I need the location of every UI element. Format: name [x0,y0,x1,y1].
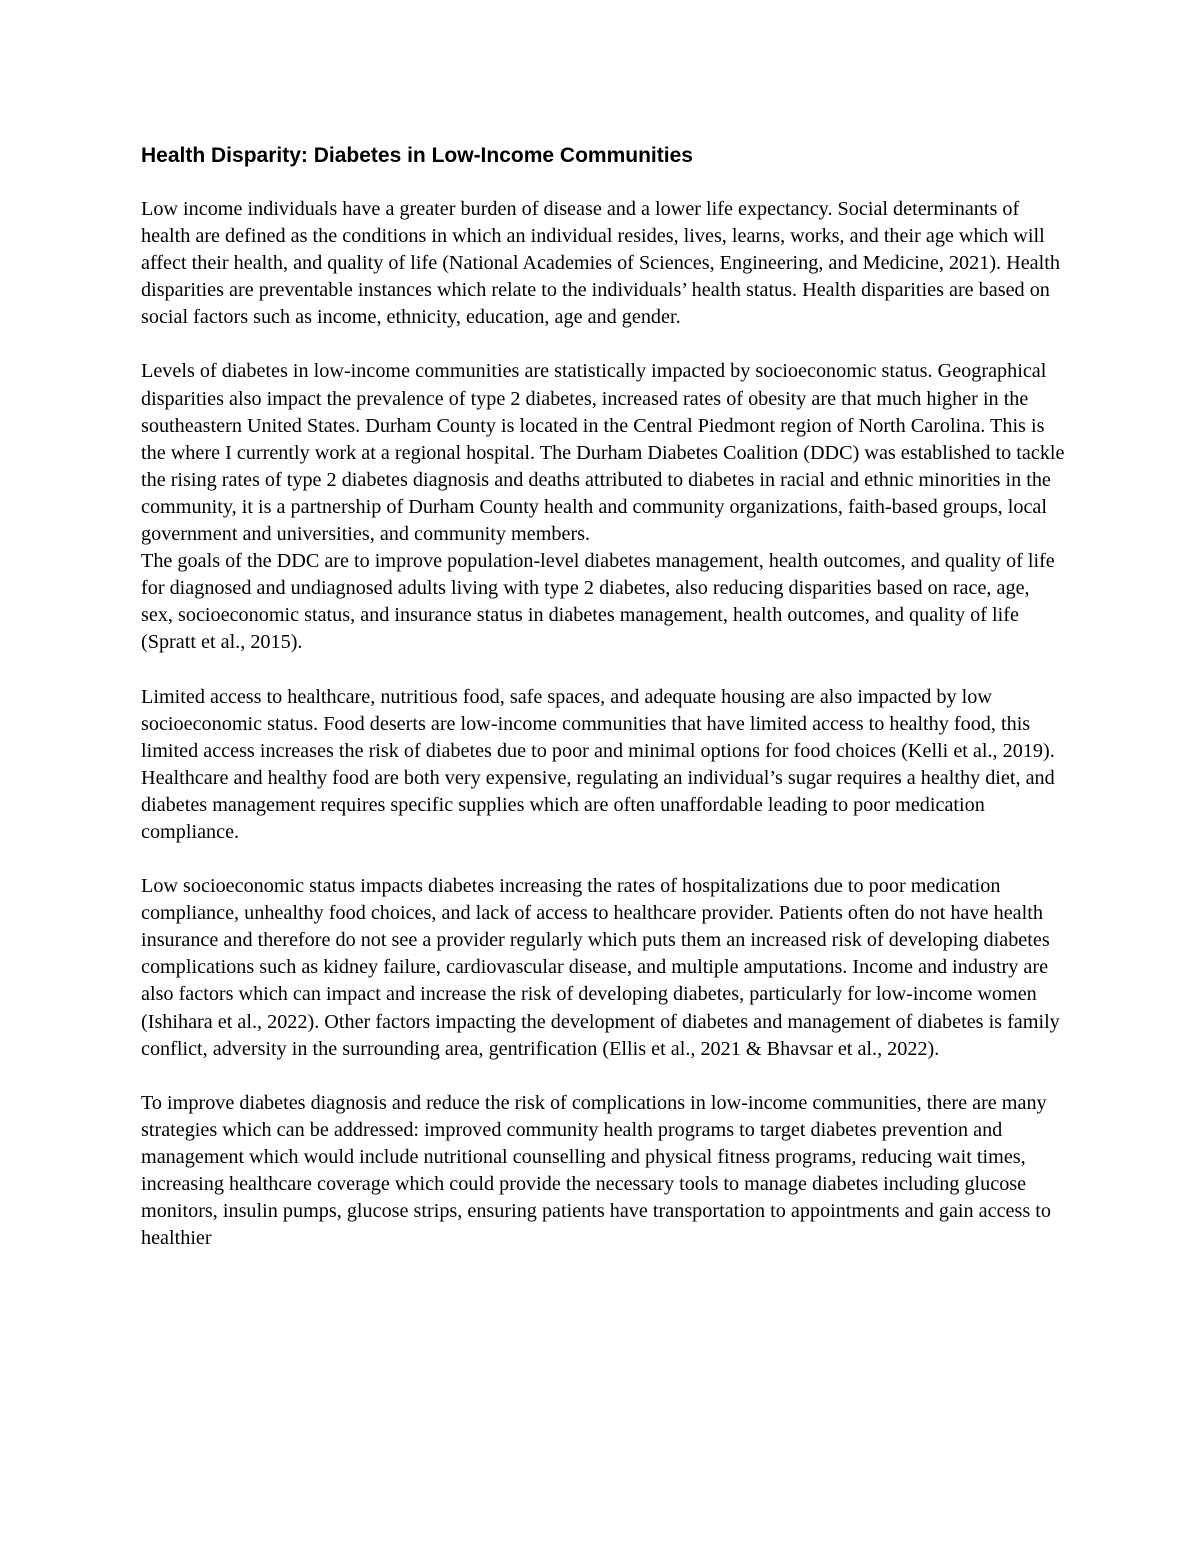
paragraph-ddc-goals: The goals of the DDC are to improve population-level diabetes management, health outcomes, and quality of life for diagnosed and undiagnosed adults living with type 2 diabetes, also reducing disparities based on race, age, sex, socioeconomic status, and insurance status in diabetes management, health outcomes, and quality of life (Spratt et al., 2015). [141,550,1055,654]
paragraph-socioeconomic-status: Low socioeconomic status impacts diabetes increasing the rates of hospitalizations due to poor medication compliance, unhealthy food choices, and lack of access to healthcare provider. Patients often do not have health insurance and therefore do not see a provider regularly which puts them an increased risk of developing diabetes complications such as kidney failure, cardiovascular disease, and multiple amputations. Income and industry are also factors which can impact and increase the risk of developing diabetes, particularly for low-income women (Ishihara et al., 2022). Other factors impacting the development of diabetes and management of diabetes is family conflict, adversity in the surrounding area, gentrification (Ellis et al., 2021 & Bhavsar et al., 2022). [141,875,1060,1060]
paragraph-intro: Low income individuals have a greater burden of disease and a lower life expectancy. Social determinants of health are defined as the conditions in which an individual resides, lives, learns, works, and their age which will affect their health, and quality of life (National Academies of Sciences, Engineering, and Medicine, 2021). Health disparities are preventable instances which relate to the individuals’ health status. Health disparities are based on social factors such as income, ethnicity, education, age and gender. [141,198,1060,329]
document-body [141,142,1066,1252]
paragraph-improvement-strategies: To improve diabetes diagnosis and reduce the risk of complications in low-income communities, there are many strategies which can be addressed: improved community health programs to target diabetes prevention and management which would include nutritional counselling and physical fitness programs, reducing wait times, increasing healthcare coverage which could provide the necessary tools to manage diabetes including glucose monitors, insulin pumps, glucose strips, ensuring patients have transportation to appointments and gain access to healthier [141,1091,1051,1250]
paragraph-durham-county: Levels of diabetes in low-income communities are statistically impacted by socioeconomic status. Geographical disparities also impact the prevalence of type 2 diabetes, increased rates of obesity are that much higher in the southeastern United States. Durham County is located in the Central Piedmont region of North Carolina. This is the where I currently work at a regional hospital. The Durham Diabetes Coalition (DDC) was established to tackle the rising rates of type 2 diabetes diagnosis and deaths attributed to diabetes in racial and ethnic minorities in the community, it is a partnership of Durham County health and community organizations, faith-based groups, local government and universities, and community members. [141,360,1065,546]
paragraph-limited-access: Limited access to healthcare, nutritious food, safe spaces, and adequate housing are also impacted by low socioeconomic status. Food deserts are low-income communities that have limited access to healthy food, this limited access increases the risk of diabetes due to poor and minimal options for food choices (Kelli et al., 2019). Healthcare and healthy food are both very expensive, regulating an individual’s sugar requires a healthy diet, and diabetes management requires specific supplies which are often unaffordable leading to poor medication compliance. [141,685,1055,843]
document-title: Health Disparity: Diabetes in Low-Income Communities [141,144,693,167]
